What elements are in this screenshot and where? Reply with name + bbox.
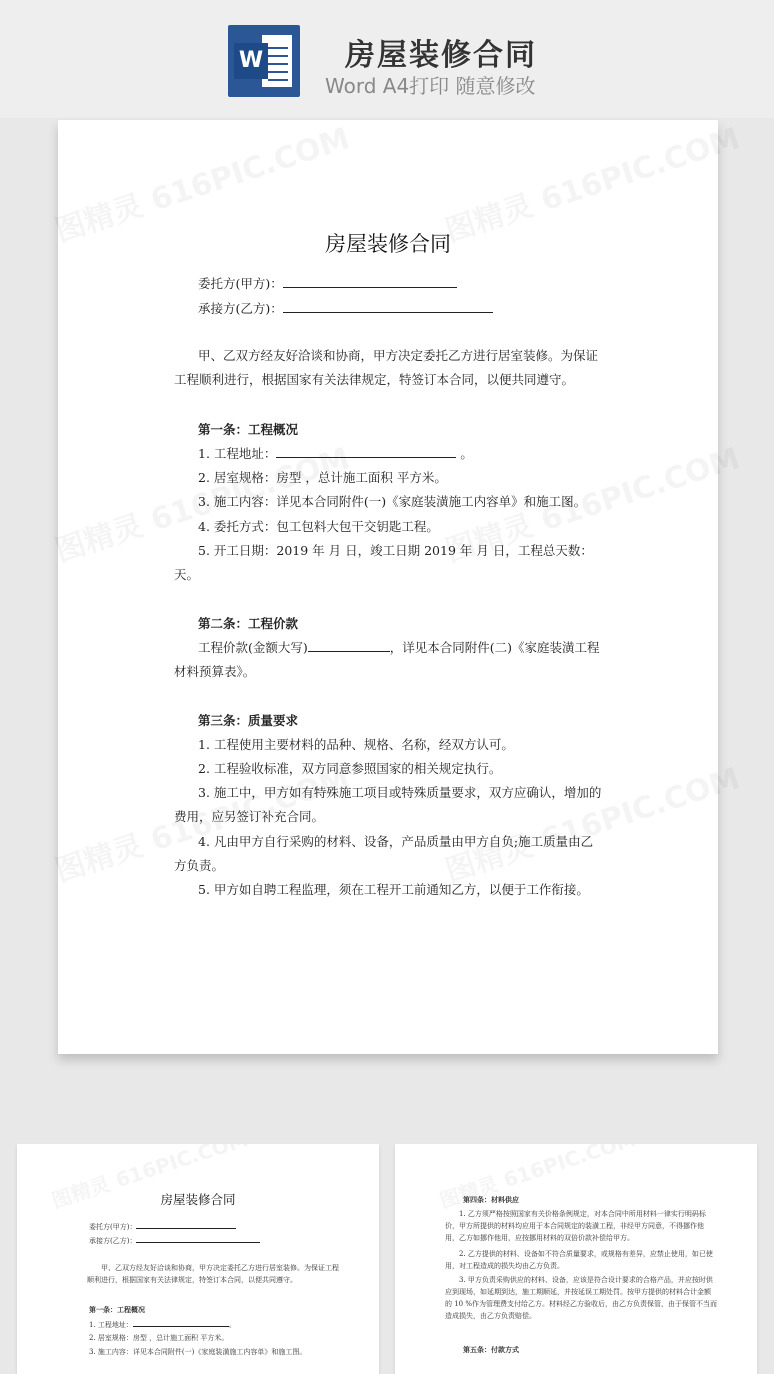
document-page [58, 120, 718, 1054]
article1-item5: 5. 开工日期：2019 年 月 日，竣工日期 2019 年 月 日，工程总天数：天。 [174, 543, 593, 582]
party-b-line [198, 297, 493, 321]
article2-text [174, 636, 602, 684]
thumb1-item1-end: 。 [228, 1321, 236, 1329]
thumb1-party-a-label: 委托方(甲方)： [89, 1223, 137, 1231]
article1-item1-label: 1. 工程地址： [198, 446, 277, 461]
article3-item5: 5. 甲方如自聘工程监理，须在工程开工前通知乙方，以便于工作衔接。 [198, 882, 589, 897]
article1-heading: 第一条：工程概况 [198, 422, 299, 437]
thumb1-party-b-blank [136, 1234, 260, 1243]
article1-item4: 4. 委托方式：包工包料大包干交钥匙工程。 [198, 519, 439, 534]
thumb1-address-blank [133, 1318, 229, 1327]
article2-text-a: 工程价款(金额大写) [198, 640, 308, 655]
thumb2-p3: 3. 甲方负责采购供应的材料、设备，应该是符合设计要求的合格产品，并应按时供应到现场，如延期到达，施工期顺延，并按延误工期处罚。按甲方提供的材料合计金额的 10 %作为管理费支付给乙方。材料经乙方验收后，由乙方负责保管，由于保管不当而造成损失，由乙方负责赔偿。 [445, 1276, 718, 1320]
banner-subtitle: Word A4打印 随意修改 [325, 74, 536, 98]
article3-item2: 2. 工程验收标准，双方同意参照国家的相关规定执行。 [198, 761, 502, 776]
thumb2-p1: 1. 乙方须严格按照国家有关价格条例规定，对本合同中所用材料一律实行明码标价，甲方所提供的材料均应用于本合同规定的装潢工程，非经甲方同意，不得挪作他用，乙方如挪作他用，应按挪用材料的双倍价款补偿给甲方。 [445, 1210, 706, 1242]
party-b-blank [283, 298, 493, 313]
article2-text-b: ，详见本合同附件(二)《家庭装潢工程材料预算表》。 [174, 640, 600, 679]
party-a-blank [283, 273, 457, 288]
article1-item1-end: 。 [460, 446, 473, 461]
thumbnail-strip [0, 1094, 774, 1356]
thumbnail-page-2 [395, 1144, 757, 1374]
thumb1-party-a [89, 1220, 236, 1233]
party-b-label: 承接方(乙方)： [198, 301, 283, 316]
thumb1-party-a-blank [136, 1220, 236, 1229]
intro-paragraph: 甲、乙双方经友好洽谈和协商，甲方决定委托乙方进行居室装修。为保证工程顺利进行，根据国家有关法律规定，特签订本合同，以便共同遵守。 [174, 348, 599, 387]
thumb1-title: 房屋装修合同 [160, 1192, 236, 1207]
article1-item1 [198, 442, 473, 466]
thumb1-item2: 2. 居室规格：房型 ，总计施工面积 平方米。 [89, 1334, 229, 1342]
address-blank [276, 443, 456, 458]
word-icon [228, 25, 300, 97]
article3-heading: 第三条：质量要求 [198, 713, 299, 728]
banner-title: 房屋装修合同 [345, 38, 537, 73]
thumb1-item1 [89, 1318, 236, 1331]
thumb2-heading5: 第五条：付款方式 [463, 1345, 519, 1354]
document-title: 房屋装修合同 [325, 232, 451, 256]
article3-item1: 1. 工程使用主要材料的品种、规格、名称，经双方认可。 [198, 737, 514, 752]
article1-item2: 2. 居室规格：房型 ，总计施工面积 平方米。 [198, 470, 447, 485]
price-blank [308, 637, 390, 652]
thumb1-intro: 甲、乙双方经友好洽谈和协商，甲方决定委托乙方进行居室装修。为保证工程顺利进行，根据国家有关法律规定，特签订本合同，以便共同遵守。 [87, 1264, 339, 1284]
thumbnail-page-1 [17, 1144, 379, 1374]
party-a-label: 委托方(甲方)： [198, 276, 283, 291]
thumb2-p2: 2. 乙方提供的材料、设备如不符合质量要求，或规格有差异，应禁止使用，如已使用，对工程造成的损失均由乙方负责。 [445, 1250, 713, 1270]
header-banner [0, 0, 774, 118]
article3-item4: 4. 凡由甲方自行采购的材料、设备，产品质量由甲方自负;施工质量由乙方负责。 [174, 834, 594, 873]
party-a-line [198, 272, 457, 296]
thumb1-party-b [89, 1234, 260, 1247]
word-icon-badge: W [234, 43, 268, 79]
thumb1-heading: 第一条：工程概况 [89, 1305, 145, 1314]
thumb1-item3: 3. 施工内容：详见本合同附件(一)《家庭装潢施工内容单》和施工图。 [89, 1348, 307, 1356]
article3-item3: 3. 施工中，甲方如有特殊施工项目或特殊质量要求，双方应确认，增加的费用，应另签订补充合同。 [174, 785, 602, 824]
article1-item3: 3. 施工内容：详见本合同附件(一)《家庭装潢施工内容单》和施工图。 [198, 494, 587, 509]
thumb1-item1-label: 1. 工程地址： [89, 1321, 133, 1329]
thumb2-heading4: 第四条：材料供应 [463, 1195, 519, 1204]
article2-heading: 第二条：工程价款 [198, 616, 299, 631]
thumb1-party-b-label: 承接方(乙方)： [89, 1237, 137, 1245]
